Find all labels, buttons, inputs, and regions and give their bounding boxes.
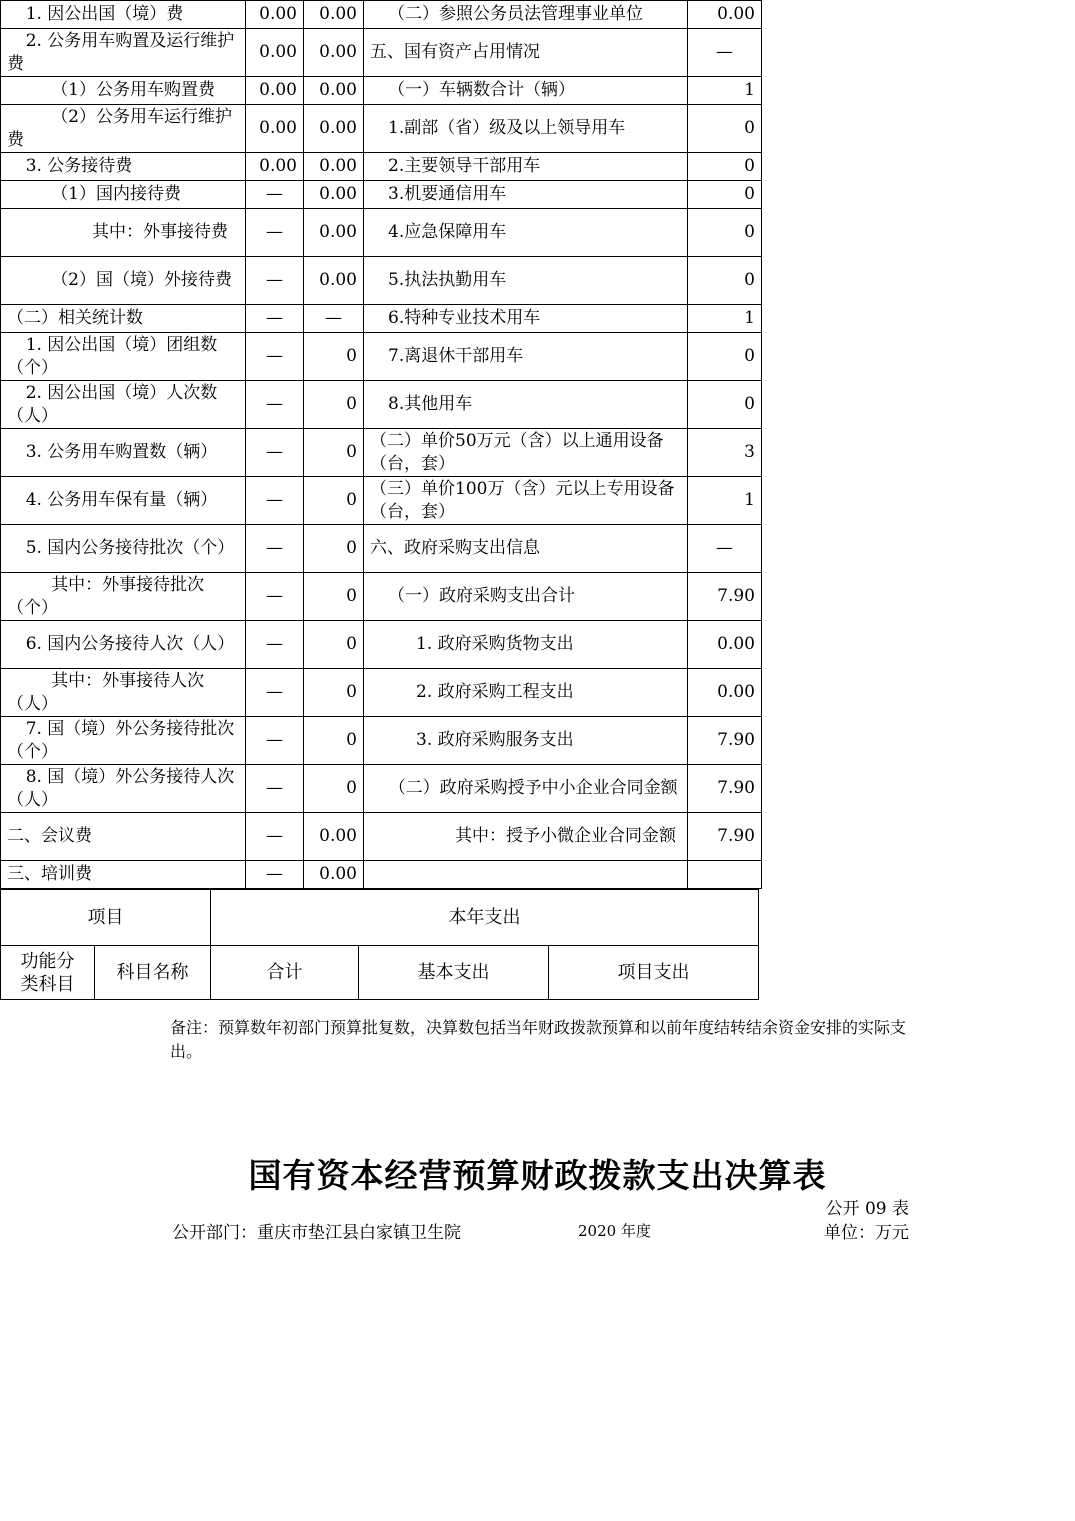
header-total: 合计	[211, 946, 359, 1000]
final-cell: 0	[304, 477, 364, 525]
right-label: （三）单价100万（含）元以上专用设备（台，套）	[364, 477, 688, 525]
final-cell: 0.00	[304, 77, 364, 105]
right-label: 2.主要领导干部用车	[364, 153, 688, 181]
row-label: 3. 公务接待费	[1, 153, 246, 181]
right-value: 7.90	[688, 765, 762, 813]
row-label: 5. 国内公务接待批次（个）	[1, 525, 246, 573]
right-label: （一）政府采购支出合计	[364, 573, 688, 621]
fiscal-year: 2020 年度	[578, 1222, 651, 1240]
row-label: （1）国内接待费	[1, 181, 246, 209]
row-label: （1）公务用车购置费	[1, 77, 246, 105]
budget-cell: 0.00	[246, 105, 304, 153]
right-value: 0.00	[688, 621, 762, 669]
header-basic-expenditure: 基本支出	[359, 946, 549, 1000]
right-value: 0.00	[688, 1, 762, 29]
right-value: 1	[688, 77, 762, 105]
right-value: 7.90	[688, 573, 762, 621]
right-value: 0	[688, 105, 762, 153]
budget-cell: —	[246, 181, 304, 209]
unit-label: 单位：万元	[824, 1223, 909, 1243]
table-row	[1, 669, 762, 717]
header-current-expenditure: 本年支出	[211, 890, 759, 946]
final-cell: 0.00	[304, 105, 364, 153]
right-label: （一）车辆数合计（辆）	[364, 77, 688, 105]
right-label: 7.离退休干部用车	[364, 333, 688, 381]
right-label: 5.执法执勤用车	[364, 257, 688, 305]
row-label: （二）相关统计数	[1, 305, 246, 333]
right-label: 其中：授予小微企业合同金额	[364, 813, 688, 861]
table-row	[1, 29, 762, 77]
right-label: （二）单价50万元（含）以上通用设备（台，套）	[364, 429, 688, 477]
header-row	[1, 946, 759, 1000]
state-capital-budget-table	[0, 889, 759, 1000]
table-note: 备注：预算数年初部门预算批复数，决算数包括当年财政拨款预算和以前年度结转结余资金安排的实际支出。	[170, 1018, 907, 1061]
page-title: 国有资本经营预算财政拨款支出决算表	[248, 1156, 827, 1195]
header-function-code: 功能分类科目	[1, 946, 95, 1000]
final-cell: 0	[304, 669, 364, 717]
budget-cell: —	[246, 305, 304, 333]
row-label: 1. 因公出国（境）费	[1, 1, 246, 29]
row-label: 其中：外事接待费	[1, 209, 246, 257]
right-value: 7.90	[688, 813, 762, 861]
table-row	[1, 861, 762, 889]
right-value: 1	[688, 305, 762, 333]
form-number: 公开 09 表	[825, 1199, 909, 1219]
final-cell: 0.00	[304, 257, 364, 305]
table-row	[1, 209, 762, 257]
final-cell: 0	[304, 429, 364, 477]
final-cell: 0.00	[304, 209, 364, 257]
right-label: 2. 政府采购工程支出	[364, 669, 688, 717]
table-row	[1, 181, 762, 209]
table-row	[1, 153, 762, 181]
header-project: 项目	[1, 890, 211, 946]
table-row	[1, 621, 762, 669]
budget-cell: —	[246, 257, 304, 305]
row-label: 其中：外事接待批次（个）	[1, 573, 246, 621]
right-label: 3. 政府采购服务支出	[364, 717, 688, 765]
right-label	[364, 861, 688, 889]
table-row	[1, 717, 762, 765]
right-value: 0	[688, 181, 762, 209]
budget-cell: —	[246, 669, 304, 717]
budget-cell: —	[246, 717, 304, 765]
budget-cell: —	[246, 429, 304, 477]
row-label: 其中：外事接待人次（人）	[1, 669, 246, 717]
right-value: —	[688, 525, 762, 573]
right-label: （二）政府采购授予中小企业合同金额	[364, 765, 688, 813]
final-cell: —	[304, 305, 364, 333]
right-label: 4.应急保障用车	[364, 209, 688, 257]
budget-cell: —	[246, 477, 304, 525]
final-cell: 0.00	[304, 29, 364, 77]
final-cell: 0.00	[304, 1, 364, 29]
right-value: 0	[688, 333, 762, 381]
table-row	[1, 333, 762, 381]
row-label: 2. 因公出国（境）人次数（人）	[1, 381, 246, 429]
row-label: 二、会议费	[1, 813, 246, 861]
final-cell: 0.00	[304, 861, 364, 889]
right-value: 7.90	[688, 717, 762, 765]
row-label: 4. 公务用车保有量（辆）	[1, 477, 246, 525]
final-cell: 0	[304, 333, 364, 381]
row-label: 3. 公务用车购置数（辆）	[1, 429, 246, 477]
table-row	[1, 813, 762, 861]
budget-cell: —	[246, 765, 304, 813]
row-label: 三、培训费	[1, 861, 246, 889]
budget-cell: 0.00	[246, 77, 304, 105]
budget-cell: —	[246, 333, 304, 381]
table-row	[1, 477, 762, 525]
table-row	[1, 257, 762, 305]
budget-cell: —	[246, 573, 304, 621]
right-label: 1.副部（省）级及以上领导用车	[364, 105, 688, 153]
final-cell: 0	[304, 381, 364, 429]
right-label: 六、政府采购支出信息	[364, 525, 688, 573]
row-label: 2. 公务用车购置及运行维护费	[1, 29, 246, 77]
table-row	[1, 305, 762, 333]
right-label: （二）参照公务员法管理事业单位	[364, 1, 688, 29]
header-project-expenditure: 项目支出	[549, 946, 759, 1000]
right-label: 8.其他用车	[364, 381, 688, 429]
right-label: 五、国有资产占用情况	[364, 29, 688, 77]
final-cell: 0	[304, 573, 364, 621]
table-row	[1, 573, 762, 621]
right-label: 3.机要通信用车	[364, 181, 688, 209]
table-row	[1, 765, 762, 813]
row-label: 8. 国（境）外公务接待人次（人）	[1, 765, 246, 813]
budget-cell: —	[246, 621, 304, 669]
department-label: 公开部门：重庆市垫江县白家镇卫生院	[172, 1223, 461, 1243]
final-cell: 0	[304, 621, 364, 669]
final-cell: 0	[304, 525, 364, 573]
final-cell: 0	[304, 765, 364, 813]
right-value: 3	[688, 429, 762, 477]
final-cell: 0.00	[304, 181, 364, 209]
header-subject-name: 科目名称	[95, 946, 211, 1000]
right-value	[688, 861, 762, 889]
right-value: 0	[688, 381, 762, 429]
right-value: 0	[688, 257, 762, 305]
final-cell: 0.00	[304, 813, 364, 861]
table-row	[1, 525, 762, 573]
header-row	[1, 890, 759, 946]
final-cell: 0	[304, 717, 364, 765]
right-value: 0	[688, 209, 762, 257]
right-value: 1	[688, 477, 762, 525]
budget-cell: —	[246, 209, 304, 257]
row-label: 6. 国内公务接待人次（人）	[1, 621, 246, 669]
budget-cell: 0.00	[246, 1, 304, 29]
budget-cell: —	[246, 861, 304, 889]
row-label: 7. 国（境）外公务接待批次（个）	[1, 717, 246, 765]
budget-cell: —	[246, 813, 304, 861]
row-label: （2）公务用车运行维护费	[1, 105, 246, 153]
budget-cell: —	[246, 525, 304, 573]
right-label: 6.特种专业技术用车	[364, 305, 688, 333]
table-row	[1, 381, 762, 429]
expenditure-detail-table	[0, 0, 762, 889]
row-label: 1. 因公出国（境）团组数（个）	[1, 333, 246, 381]
right-label: 1. 政府采购货物支出	[364, 621, 688, 669]
row-label: （2）国（境）外接待费	[1, 257, 246, 305]
table-row	[1, 429, 762, 477]
right-value: —	[688, 29, 762, 77]
budget-cell: —	[246, 381, 304, 429]
budget-cell: 0.00	[246, 29, 304, 77]
table-row	[1, 1, 762, 29]
right-value: 0.00	[688, 669, 762, 717]
budget-cell: 0.00	[246, 153, 304, 181]
table-row	[1, 77, 762, 105]
final-cell: 0.00	[304, 153, 364, 181]
right-value: 0	[688, 153, 762, 181]
table-row	[1, 105, 762, 153]
